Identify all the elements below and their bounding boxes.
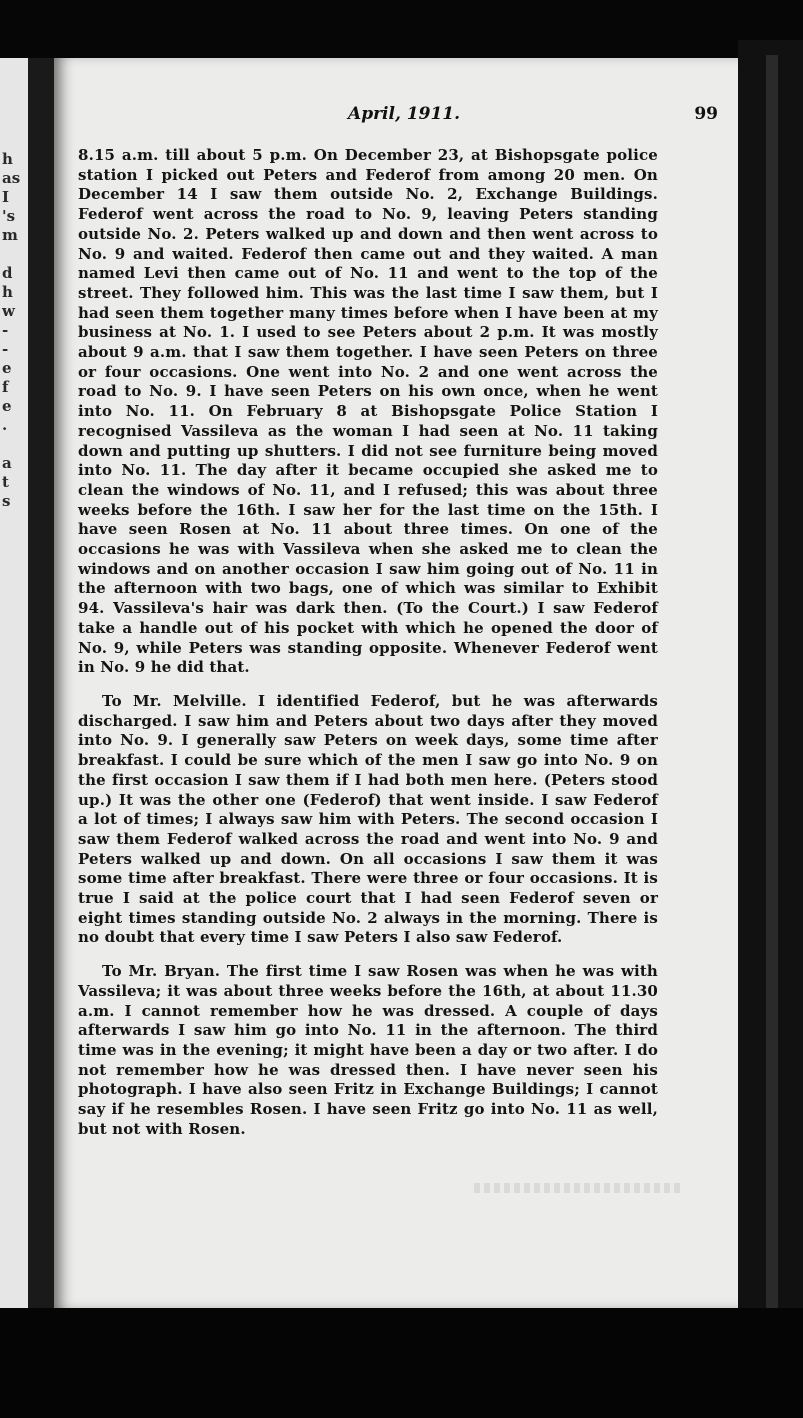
adjacent-page-glyph: t — [2, 473, 9, 491]
adjacent-page-glyph: - — [2, 340, 9, 358]
adjacent-page-glyph: f — [2, 378, 9, 396]
adjacent-page-glyph: - — [2, 321, 9, 339]
right-edge-strip — [766, 55, 778, 1385]
adjacent-page-glyph: 's — [2, 207, 16, 225]
book-page — [54, 58, 738, 1308]
paragraph-to-mr-melville: To Mr. Melville. I identified Federof, but he was afterwards discharged. I saw him and Peters about two days after they moved into No. 9. I generally saw Peters on week days, some time after breakfast. I could be sure which of the men I saw go into No. 9 on the first occasion I saw them if I had both men here. (Peters stood up.) It was the other one (Federof) that went inside. I saw Federof a lot of times; I always saw him with Peters. The second occasion I saw them Federof walked across the road and went into No. 9 and Peters walked up and down. On all occasions I saw them it was some time after breakfast. There were three or four occasions. It is true I said at the police court that I had seen Federof seven or eight times standing outside No. 2 always in the morning. There is no doubt that every time I saw Peters I also saw Federof. — [78, 691, 658, 947]
paragraph-testimony: 8.15 a.m. till about 5 p.m. On December 23, at Bishopsgate police station I picked out Peters and Federof from among 20 men. On December 14 I saw them outside No. 2, Exchange Buildings. Federof went across the road to No. 9, leaving Peters standing outside No. 2. Peters walked up and down and then went across to No. 9 and waited. Federof then came out and they waited. A man named Levi then came out of No. 11 and went to the top of the street. They followed him. This was the last time I saw them, but I had seen them together many times before when I have been at my business at No. 1. I used to see Peters about 2 p.m. It was mostly about 9 a.m. that I saw them together. I have seen Peters on three or four occasions. One went into No. 2 and one went across the road to No. 9. I have seen Peters on his own once, when he went into No. 11. On February 8 at Bishopsgate Police Station I recognised Vassileva as the woman I had seen at No. 11 taking down and putting up shutters. I did not see furniture being moved into No. 11. The day after it became occupied she asked me to clean the windows of No. 11, and I refused; this was about three weeks before the 16th. I saw her for the last time on the 15th. I have seen Rosen at No. 11 about three times. On one of the occasions he was with Vassileva when she asked me to clean the windows and on another occasion I saw him going out of No. 11 in the afternoon with two bags, one of which was similar to Exhibit 94. Vassileva's hair was dark then. (To the Court.) I saw Federof take a handle out of his pocket with which he opened the door of No. 9, while Peters was standing opposite. Whenever Federof went in No. 9 he did that. — [78, 146, 658, 677]
paragraph-to-mr-bryan: To Mr. Bryan. The first time I saw Rosen was when he was with Vassileva; it was about three weeks before the 16th, at about 11.30 a.m. I cannot remember how he was dressed. A couple of days afterwards I saw him go into No. 11 in the afternoon. The third time was in the evening; it might have been a day or two after. I do not remember how he was dressed then. I have never seen his photograph. I have also seen Fritz in Exchange Buildings; I cannot say if he resembles Rosen. I have seen Fritz go into No. 11 as well, but not with Rosen. — [78, 962, 658, 1138]
bottom-dark-border — [0, 1308, 803, 1418]
adjacent-page-glyph: d — [2, 264, 13, 282]
adjacent-page-glyph: a — [2, 454, 12, 472]
adjacent-page-glyph: e — [2, 397, 12, 415]
adjacent-page-glyph: e — [2, 359, 12, 377]
adjacent-page-glyph — [2, 245, 26, 264]
adjacent-page-glyphs — [2, 150, 26, 511]
bleed-through-text — [474, 1183, 684, 1193]
adjacent-page-glyph: h — [2, 283, 13, 301]
adjacent-page-glyph: w — [2, 302, 15, 320]
adjacent-page-glyph: s — [2, 492, 11, 510]
page-number: 99 — [694, 104, 718, 124]
top-dark-border — [0, 0, 803, 58]
adjacent-page-glyph — [2, 435, 26, 454]
adjacent-page-glyph: I — [2, 188, 10, 206]
adjacent-page-glyph: m — [2, 226, 18, 244]
running-head — [78, 104, 718, 128]
adjacent-page-glyph: as — [2, 169, 21, 187]
adjacent-page-glyph: . — [2, 416, 8, 434]
adjacent-page-glyph: h — [2, 150, 13, 168]
page-body — [78, 146, 658, 1139]
running-head-title: April, 1911. — [348, 104, 461, 124]
adjacent-page-edge — [0, 58, 30, 1318]
